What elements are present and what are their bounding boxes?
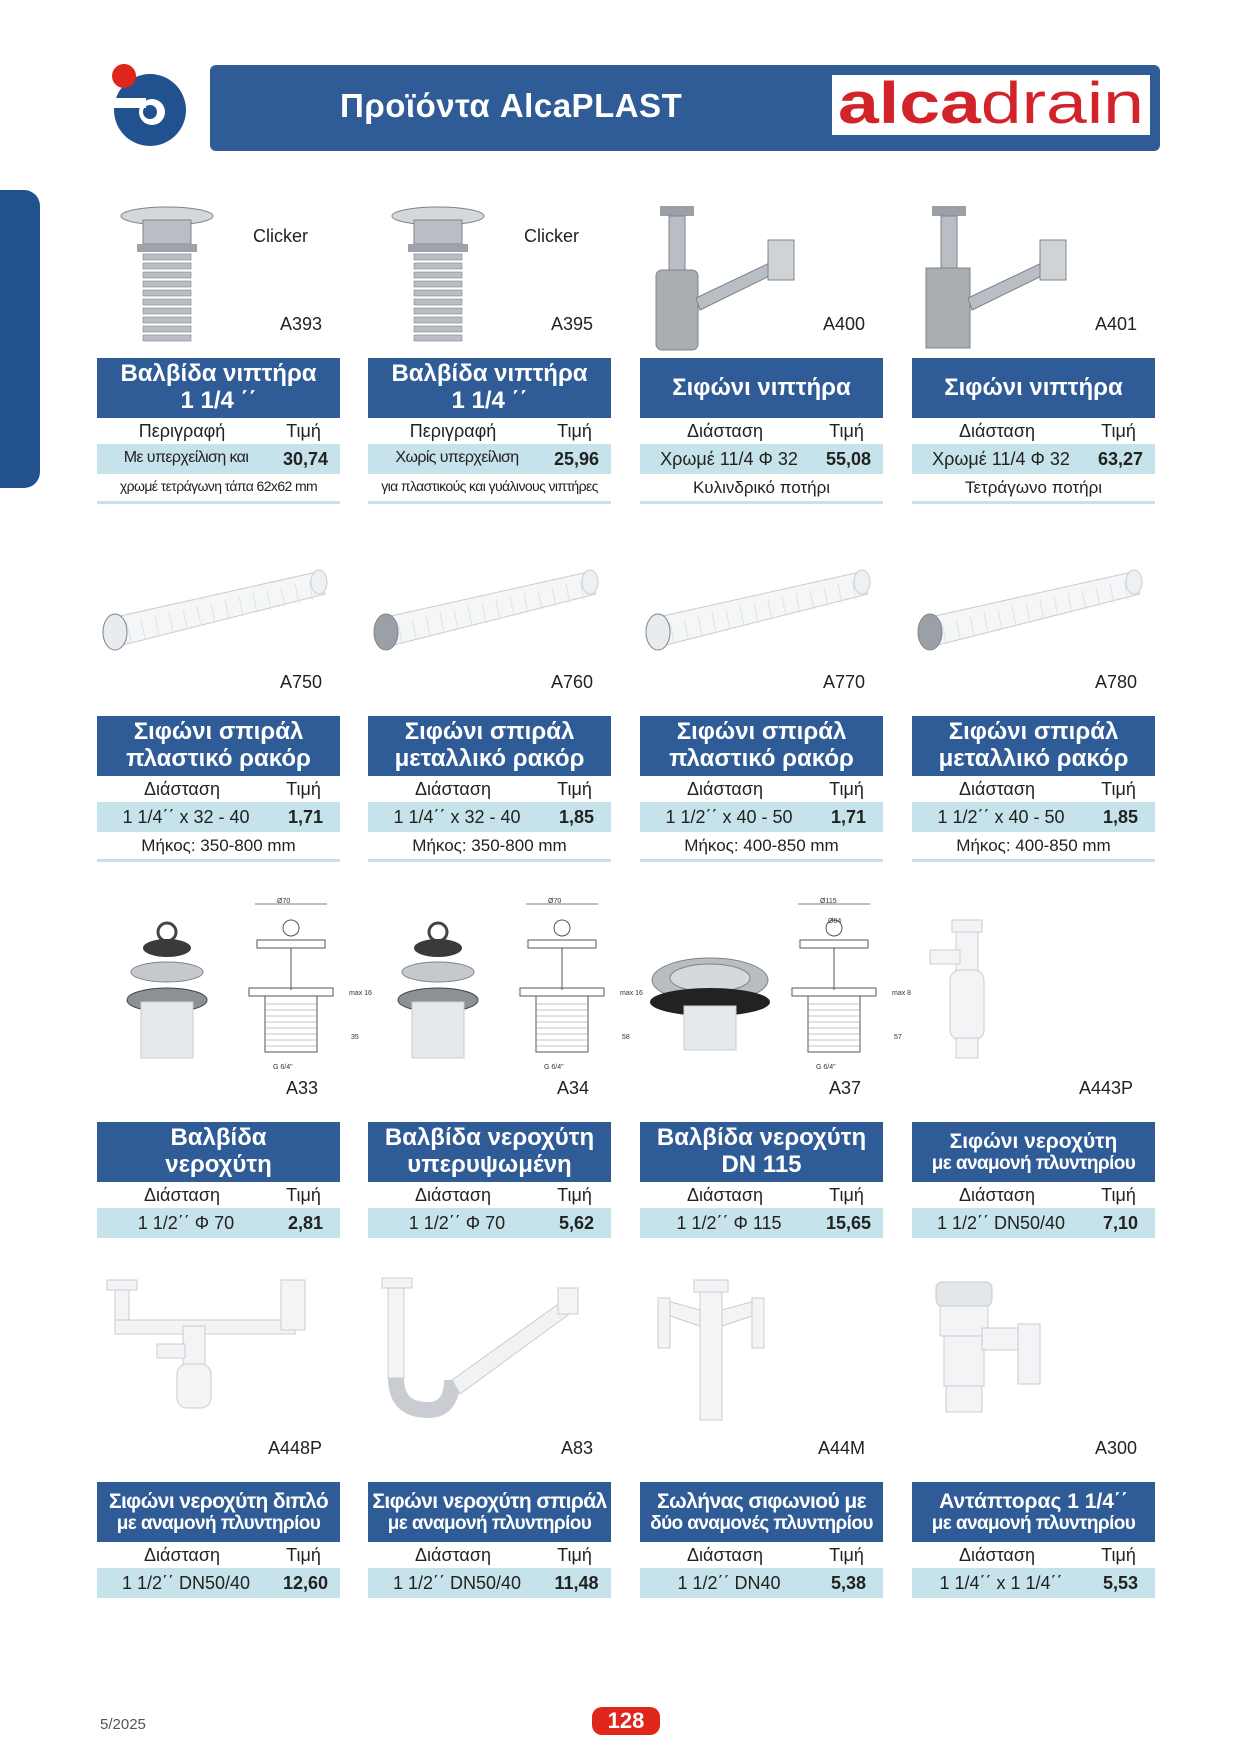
product-title-line: Βαλβίδα νεροχύτη xyxy=(656,1124,867,1152)
column-header-row xyxy=(97,776,340,802)
page-number: 128 xyxy=(592,1707,660,1735)
product-code: A83 xyxy=(560,1438,593,1458)
product-title-line: Σιφώνι νεροχύτη διπλό xyxy=(108,1489,329,1513)
column-header-price: Τιμή xyxy=(286,779,321,799)
product-title xyxy=(97,1122,340,1182)
column-header-desc: Διάσταση xyxy=(415,1185,491,1205)
product-title xyxy=(368,358,611,418)
value-row xyxy=(97,1568,340,1598)
product-card xyxy=(912,910,1155,1272)
product-code: A448P xyxy=(267,1438,322,1458)
column-header-price: Τιμή xyxy=(557,1185,592,1205)
product-title-line: Σιφώνι σπιράλ xyxy=(676,718,847,746)
product-card xyxy=(640,560,883,866)
product-title-line: 1 1/4 ΄΄ xyxy=(451,387,528,414)
product-card xyxy=(97,560,340,866)
product-title-line: Βαλβίδα xyxy=(170,1124,267,1152)
column-header-price: Τιμή xyxy=(829,779,864,799)
product-title-line: δύο αναμονές πλυντηρίου xyxy=(650,1513,873,1535)
price-value: 63,27 xyxy=(1097,449,1144,469)
product-title-line: Βαλβίδα νιπτήρα xyxy=(120,360,317,388)
product-card xyxy=(640,1270,883,1632)
dimension-value: 1 1/2΄΄ Φ 70 xyxy=(137,1213,235,1233)
header-bar xyxy=(210,65,1160,151)
dimension-value: 1 1/2΄΄ DN50/40 xyxy=(936,1213,1066,1233)
column-header-desc: Διάσταση xyxy=(959,1545,1035,1565)
column-header-row xyxy=(912,1542,1155,1568)
dimension-value: 1 1/2΄΄ x 40 - 50 xyxy=(937,807,1065,827)
price-value: 5,38 xyxy=(830,1573,867,1593)
column-header-desc: Διάσταση xyxy=(959,421,1035,441)
product-title-line: Αντάπτορας 1 1/4΄΄ xyxy=(939,1489,1128,1513)
product-code: A401 xyxy=(1094,314,1137,334)
value-row xyxy=(97,1208,340,1238)
product-title-line: με αναμονή πλυντηρίου xyxy=(931,1513,1136,1535)
product-note: Μήκος: 400-850 mm xyxy=(956,836,1111,855)
price-value: 15,65 xyxy=(825,1213,872,1233)
value-row xyxy=(640,802,883,832)
product-code: A760 xyxy=(550,672,593,692)
value-row xyxy=(368,1568,611,1598)
product-title-line: 1 1/4 ΄΄ xyxy=(180,387,257,414)
product-title xyxy=(640,1122,883,1182)
value-row xyxy=(640,1568,883,1598)
price-value: 1,71 xyxy=(287,807,324,827)
dimension-value: 1 1/4΄΄ x 32 - 40 xyxy=(393,807,521,827)
price-value: 7,10 xyxy=(1102,1213,1139,1233)
product-title-line: με αναμονή πλυντηρίου xyxy=(931,1153,1136,1175)
value-row xyxy=(912,1568,1155,1598)
column-header-desc: Διάσταση xyxy=(687,421,763,441)
column-header-row xyxy=(912,418,1155,444)
product-title-line: DN 115 xyxy=(721,1151,802,1178)
drawing-label: Ø70 xyxy=(548,898,562,905)
double-trap-icon xyxy=(97,1270,340,1425)
product-card xyxy=(97,1270,340,1632)
product-title-line: Σιφώνι νιπτήρα xyxy=(944,373,1123,401)
dimension-value: 1 1/2΄΄ DN50/40 xyxy=(121,1573,251,1593)
value-row xyxy=(912,802,1155,832)
drawing-label: max 16 xyxy=(620,990,643,997)
product-card xyxy=(368,898,643,1272)
product-code: A44M xyxy=(817,1438,865,1458)
product-code: A395 xyxy=(550,314,593,334)
drawing-label: G 6/4" xyxy=(544,1064,564,1071)
value-row xyxy=(97,802,340,832)
column-header-row xyxy=(640,776,883,802)
price-value: 30,74 xyxy=(282,449,329,469)
product-card xyxy=(912,198,1155,508)
product-title-line: πλαστικό ρακόρ xyxy=(126,745,311,772)
product-card xyxy=(640,198,883,508)
price-value: 55,08 xyxy=(825,449,872,469)
column-header-row xyxy=(640,1182,883,1208)
clicker-label: Clicker xyxy=(524,226,580,246)
technical-drawing xyxy=(237,894,347,1074)
note-row xyxy=(640,832,883,862)
column-header-row xyxy=(368,776,611,802)
column-header-price: Τιμή xyxy=(1101,421,1136,441)
value-row xyxy=(97,444,340,474)
footer-date: 5/2025 xyxy=(100,1716,146,1733)
column-header-row xyxy=(912,1182,1155,1208)
column-header-row xyxy=(640,418,883,444)
dimension-value: 1 1/2΄΄ Φ 115 xyxy=(676,1213,782,1233)
product-title xyxy=(97,1482,340,1542)
column-header-price: Τιμή xyxy=(829,1185,864,1205)
product-title xyxy=(97,358,340,418)
column-header-desc: Διάσταση xyxy=(144,779,220,799)
dimension-value: 1 1/2΄΄ Φ 70 xyxy=(408,1213,506,1233)
product-card xyxy=(97,198,340,508)
column-header-row xyxy=(368,418,611,444)
note-row xyxy=(640,474,883,504)
column-header-price: Τιμή xyxy=(1101,779,1136,799)
drawing-label: Ø115 xyxy=(820,898,837,905)
price-value: 2,81 xyxy=(287,1213,324,1233)
product-title-line: Σιφώνι σπιράλ xyxy=(948,718,1119,746)
product-title-line: με αναμονή πλυντηρίου xyxy=(116,1513,321,1535)
product-title xyxy=(368,1482,611,1542)
product-code: A770 xyxy=(822,672,865,692)
product-code: A37 xyxy=(828,1078,861,1098)
product-code: A300 xyxy=(1094,1438,1137,1458)
value-row xyxy=(368,444,611,474)
product-card xyxy=(640,898,912,1272)
column-header-desc: Περιγραφή xyxy=(138,421,226,441)
product-title-line: Σιφώνι νεροχύτη σπιράλ xyxy=(372,1489,607,1513)
drawing-label: max 8 xyxy=(892,990,912,997)
price-value: 11,48 xyxy=(554,1573,599,1593)
value-row xyxy=(912,444,1155,474)
product-note: χρωμέ τετράγωνη τάπα 62x62 mm xyxy=(119,478,318,494)
product-card xyxy=(97,898,372,1272)
note-row xyxy=(97,832,340,862)
flexible-trap-icon xyxy=(368,1270,611,1425)
product-note: για πλαστικούς και γυάλινους νιπτήρες xyxy=(381,478,598,494)
product-title xyxy=(640,1482,883,1542)
product-code: A750 xyxy=(279,672,322,692)
column-header-row xyxy=(912,776,1155,802)
value-row xyxy=(368,1208,611,1238)
product-title xyxy=(912,716,1155,776)
product-code: A400 xyxy=(822,314,865,334)
dimension-value: Χρωμέ 11/4 Φ 32 xyxy=(660,449,798,469)
drawing-label: G 6/4" xyxy=(816,1064,836,1071)
dimension-value: Με υπερχείλιση και xyxy=(123,449,249,466)
product-code: A393 xyxy=(279,314,322,334)
company-logo xyxy=(106,62,190,146)
column-header-row xyxy=(368,1542,611,1568)
product-code: A780 xyxy=(1094,672,1137,692)
pipe-connector-icon xyxy=(640,1270,883,1425)
value-row xyxy=(912,1208,1155,1238)
price-value: 12,60 xyxy=(282,1573,329,1593)
product-card xyxy=(912,1270,1155,1632)
product-note: Μήκος: 350-800 mm xyxy=(412,836,567,855)
column-header-row xyxy=(368,1182,611,1208)
column-header-desc: Περιγραφή xyxy=(409,421,497,441)
product-title-line: μεταλλικό ρακόρ xyxy=(394,745,585,772)
product-title xyxy=(912,1122,1155,1182)
svg-text:alcadrain: alca drain xyxy=(838,75,1110,135)
column-header-desc: Διάσταση xyxy=(687,1545,763,1565)
price-value: 1,71 xyxy=(830,807,867,827)
dimension-value: 1 1/2΄΄ DN50/40 xyxy=(392,1573,522,1593)
column-header-desc: Διάσταση xyxy=(687,779,763,799)
product-title xyxy=(368,1122,611,1182)
product-code: A34 xyxy=(556,1078,589,1098)
drawing-label: G 6/4" xyxy=(273,1064,293,1071)
column-header-price: Τιμή xyxy=(1101,1545,1136,1565)
dimension-value: Χρωμέ 11/4 Φ 32 xyxy=(932,449,1070,469)
price-value: 1,85 xyxy=(1102,807,1139,827)
column-header-price: Τιμή xyxy=(286,1545,321,1565)
product-note: Τετράγωνο ποτήρι xyxy=(964,478,1103,497)
product-title xyxy=(640,716,883,776)
drawing-label: Ø84 xyxy=(828,918,842,925)
product-note: Κυλινδρικό ποτήρι xyxy=(692,478,831,497)
product-code: A443P xyxy=(1078,1078,1133,1098)
value-row xyxy=(640,444,883,474)
product-title-line: νεροχύτη xyxy=(165,1151,272,1178)
adapter-icon xyxy=(912,1270,1155,1425)
product-title xyxy=(912,358,1155,418)
product-title-line: Σιφώνι σπιράλ xyxy=(404,718,575,746)
column-header-row xyxy=(97,1182,340,1208)
note-row xyxy=(912,474,1155,504)
drawing-label: max 16 xyxy=(349,990,372,997)
product-title-line: Σιφώνι σπιράλ xyxy=(133,718,304,746)
value-row xyxy=(368,802,611,832)
product-title-line: πλαστικό ρακόρ xyxy=(669,745,854,772)
note-row xyxy=(912,832,1155,862)
column-header-row xyxy=(97,1542,340,1568)
product-note: Μήκος: 400-850 mm xyxy=(684,836,839,855)
bottle-trap-icon xyxy=(912,910,1155,1065)
note-row xyxy=(368,832,611,862)
column-header-desc: Διάσταση xyxy=(959,779,1035,799)
product-title-line: Βαλβίδα νιπτήρα xyxy=(391,360,588,388)
dimension-value: Χωρίς υπερχείλιση xyxy=(395,449,519,466)
product-card xyxy=(368,1270,611,1632)
column-header-desc: Διάσταση xyxy=(415,779,491,799)
column-header-desc: Διάσταση xyxy=(144,1185,220,1205)
product-card xyxy=(912,560,1155,866)
value-row xyxy=(640,1208,883,1238)
price-value: 25,96 xyxy=(553,449,600,469)
price-value: 5,62 xyxy=(558,1213,595,1233)
column-header-price: Τιμή xyxy=(1101,1185,1136,1205)
column-header-desc: Διάσταση xyxy=(687,1185,763,1205)
drawing-label: Ø70 xyxy=(277,898,291,905)
product-title xyxy=(912,1482,1155,1542)
column-header-price: Τιμή xyxy=(557,1545,592,1565)
technical-drawing xyxy=(508,894,618,1074)
product-note: Μήκος: 350-800 mm xyxy=(141,836,296,855)
product-title xyxy=(640,358,883,418)
drawing-label: 58 xyxy=(622,1034,630,1041)
column-header-desc: Διάσταση xyxy=(415,1545,491,1565)
product-title xyxy=(368,716,611,776)
drawing-label: 35 xyxy=(351,1034,359,1041)
price-value: 5,53 xyxy=(1102,1573,1139,1593)
brand-logo xyxy=(832,75,1150,135)
product-title-line: Βαλβίδα νεροχύτη xyxy=(384,1124,595,1152)
column-header-price: Τιμή xyxy=(829,421,864,441)
product-card xyxy=(368,560,611,866)
column-header-price: Τιμή xyxy=(829,1545,864,1565)
clicker-label: Clicker xyxy=(253,226,309,246)
product-title-line: Σωλήνας σιφωνιού με xyxy=(657,1489,866,1513)
side-tab xyxy=(0,190,40,488)
note-row xyxy=(368,474,611,504)
dimension-value: 1 1/4΄΄ x 32 - 40 xyxy=(122,807,250,827)
column-header-row xyxy=(640,1542,883,1568)
product-title-line: Σιφώνι νεροχύτη xyxy=(949,1129,1118,1153)
column-header-price: Τιμή xyxy=(557,779,592,799)
column-header-desc: Διάσταση xyxy=(144,1545,220,1565)
product-title-line: Σιφώνι νιπτήρα xyxy=(672,373,851,401)
product-card xyxy=(368,198,611,508)
dimension-value: 1 1/2΄΄ x 40 - 50 xyxy=(665,807,793,827)
column-header-price: Τιμή xyxy=(286,421,321,441)
column-header-desc: Διάσταση xyxy=(959,1185,1035,1205)
product-title-line: με αναμονή πλυντηρίου xyxy=(387,1513,592,1535)
column-header-price: Τιμή xyxy=(286,1185,321,1205)
page-title: Προϊόντα AlcaPLAST xyxy=(340,87,683,124)
product-code: A33 xyxy=(285,1078,318,1098)
dimension-value: 1 1/4΄΄ x 1 1/4΄΄ xyxy=(939,1573,1063,1593)
column-header-row xyxy=(97,418,340,444)
column-header-price: Τιμή xyxy=(557,421,592,441)
drawing-label: 57 xyxy=(894,1034,902,1041)
product-title-line: υπερυψωμένη xyxy=(407,1151,572,1178)
price-value: 1,85 xyxy=(558,807,595,827)
product-title-line: μεταλλικό ρακόρ xyxy=(938,745,1129,772)
product-title xyxy=(97,716,340,776)
note-row xyxy=(97,474,340,504)
dimension-value: 1 1/2΄΄ DN40 xyxy=(677,1573,781,1593)
